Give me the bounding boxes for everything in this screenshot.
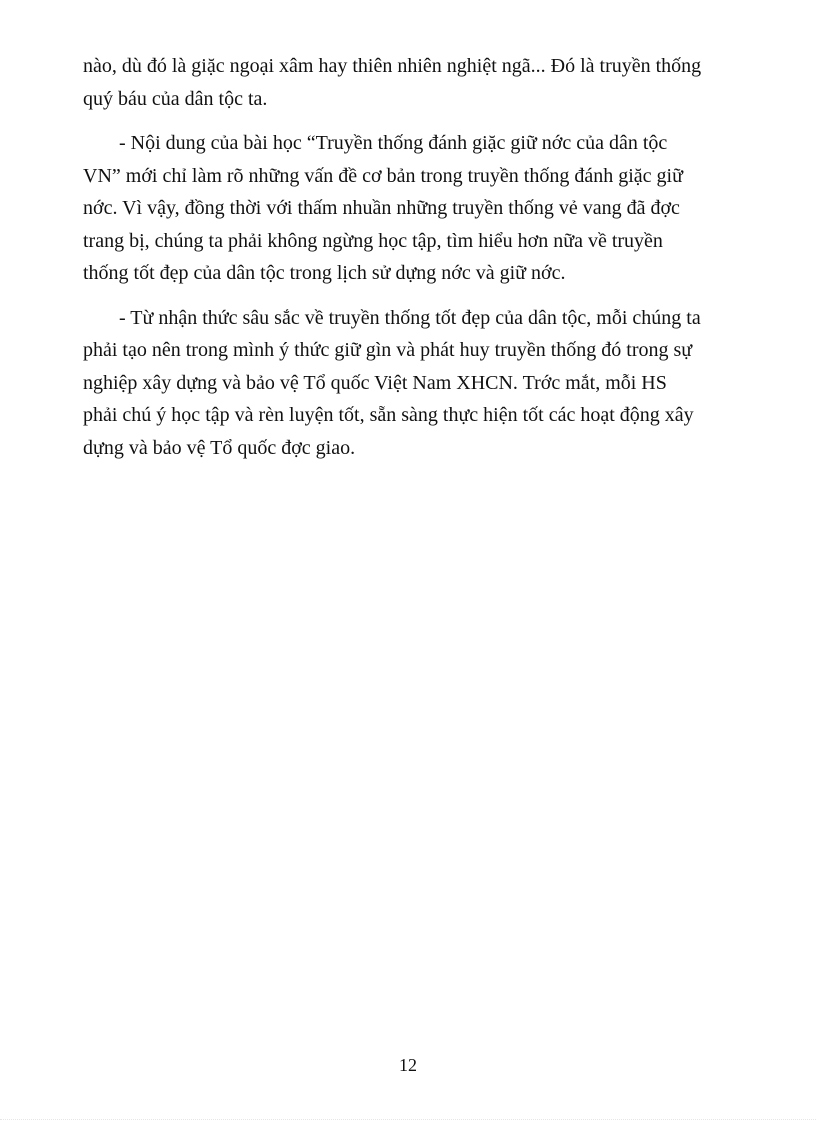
paragraph-lesson-content bbox=[83, 127, 749, 290]
text-line: thống tốt đẹp của dân tộc trong lịch sử dựng nớc và giữ nớc. bbox=[83, 262, 566, 284]
text-line: phải tạo nên trong mình ý thức giữ gìn và phát huy truyền thống đó trong sự bbox=[83, 339, 693, 361]
text-line: nớc. Vì vậy, đồng thời với thấm nhuần những truyền thống vẻ vang đã đợc bbox=[83, 197, 680, 219]
text-line: dựng và bảo vệ Tổ quốc đợc giao. bbox=[83, 436, 356, 459]
text-line: - Từ nhận thức sâu sắc về truyền thống tốt đẹp của dân tộc, mỗi chúng ta bbox=[119, 306, 701, 329]
text-line: nào, dù đó là giặc ngoại xâm hay thiên nhiên nghiệt ngã... Đó là truyền thống bbox=[83, 55, 702, 77]
page-body bbox=[83, 50, 749, 476]
text-line: nghiệp xây dựng và bảo vệ Tổ quốc Việt Nam XHCN. Trớc mắt, mỗi HS bbox=[83, 371, 667, 394]
page-bottom-divider bbox=[0, 1119, 816, 1120]
paragraph-continuation bbox=[83, 50, 749, 115]
paragraph-awareness bbox=[83, 302, 749, 465]
text-line: quý báu của dân tộc ta. bbox=[83, 87, 268, 110]
text-line: trang bị, chúng ta phải không ngừng học tập, tìm hiểu hơn nữa về truyền bbox=[83, 229, 663, 252]
text-line: phải chú ý học tập và rèn luyện tốt, sẵn sàng thực hiện tốt các hoạt động xây bbox=[83, 404, 694, 426]
text-line: VN” mới chỉ làm rõ những vấn đề cơ bản trong truyền thống đánh giặc giữ bbox=[83, 164, 683, 187]
text-line: - Nội dung của bài học “Truyền thống đánh giặc giữ nớc của dân tộc bbox=[119, 132, 668, 154]
page-number: 12 bbox=[399, 1055, 417, 1075]
